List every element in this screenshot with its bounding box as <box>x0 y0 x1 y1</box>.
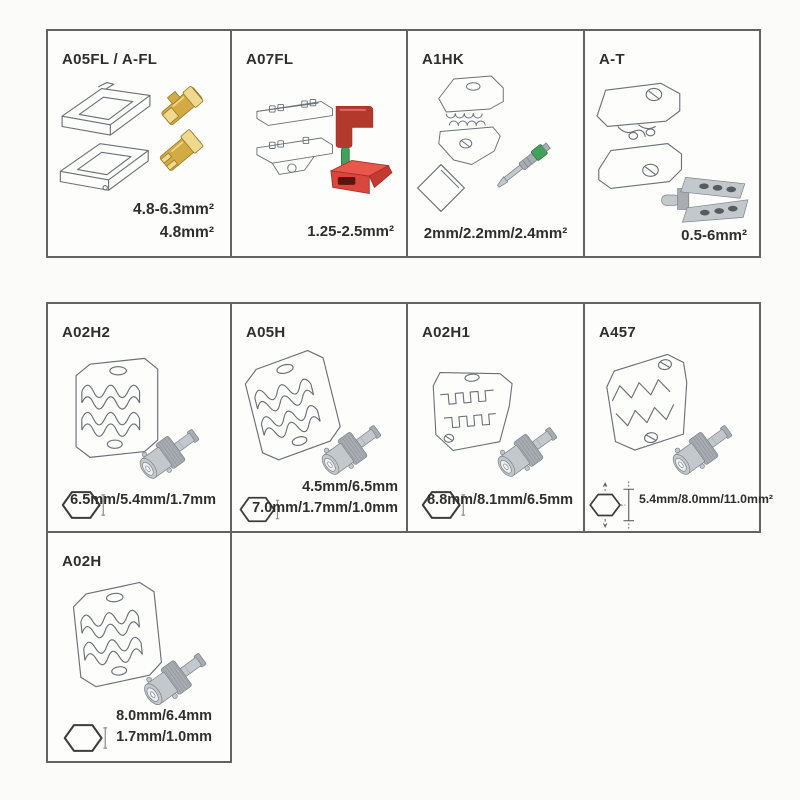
diamond-outline-drawing <box>414 161 468 215</box>
card-a02h1 <box>406 302 585 533</box>
bnc-photo <box>490 412 576 484</box>
bnc-photo <box>136 637 226 713</box>
pin-contact-photo <box>484 117 576 209</box>
card-label: A05FL / A-FL <box>62 51 158 68</box>
spec-text <box>639 491 773 509</box>
card-a1hk <box>406 29 585 258</box>
spec-line: 5.4mm/8.0mm/11.0mm² <box>639 492 773 507</box>
spec-line: 2mm/2.2mm/2.4mm² <box>423 225 568 243</box>
spec-line: 4.8-6.3mm² <box>133 201 214 219</box>
card-a02h2 <box>46 302 232 533</box>
spec-line: 8.0mm/6.4mm <box>116 707 212 724</box>
card-label: A457 <box>599 324 637 341</box>
card-label: A1HK <box>422 51 465 68</box>
spec-text <box>70 490 216 511</box>
card-a457 <box>583 302 773 533</box>
bnc-photo <box>314 410 400 482</box>
card-label: A02H1 <box>422 324 471 341</box>
card-label: A02H <box>62 553 102 570</box>
spec-line: 4.5mm/6.5mm <box>302 478 398 495</box>
card-label: A05H <box>246 324 286 341</box>
card-a05fl <box>46 29 232 258</box>
red-terminals-photo <box>324 97 398 203</box>
spec-line: 7.0mm/1.7mm/1.0mm <box>252 499 398 516</box>
spec-text <box>427 490 573 511</box>
spec-text <box>408 223 583 245</box>
card-a07fl <box>230 29 408 258</box>
die-set-drawing <box>50 73 162 211</box>
spec-line: 4.8mm² <box>159 223 214 241</box>
card-label: A02H2 <box>62 324 111 341</box>
spec-text <box>133 199 214 244</box>
gold-terminals-photo <box>148 77 218 177</box>
spec-text <box>252 477 398 519</box>
spec-text <box>681 225 747 247</box>
spec-line: 0.5-6mm² <box>681 227 747 245</box>
bnc-photo <box>665 410 751 482</box>
card-a02h <box>46 531 232 763</box>
spec-line: 8.8mm/8.1mm/6.5mm <box>427 491 573 508</box>
card-a05h <box>230 302 408 533</box>
hex-size-icon <box>62 721 108 755</box>
hex-dashed-size-icon <box>585 476 641 534</box>
spec-line: 1.25-2.5mm² <box>307 223 394 241</box>
spec-line: 6.5mm/5.4mm/1.7mm <box>70 491 216 508</box>
spec-text <box>307 221 394 243</box>
spec-line: 1.7mm/1.0mm <box>116 728 212 745</box>
spec-text <box>116 706 212 748</box>
bnc-photo <box>132 414 218 486</box>
card-label: A07FL <box>246 51 294 68</box>
card-label: A-T <box>599 51 625 68</box>
card-at <box>583 29 761 258</box>
